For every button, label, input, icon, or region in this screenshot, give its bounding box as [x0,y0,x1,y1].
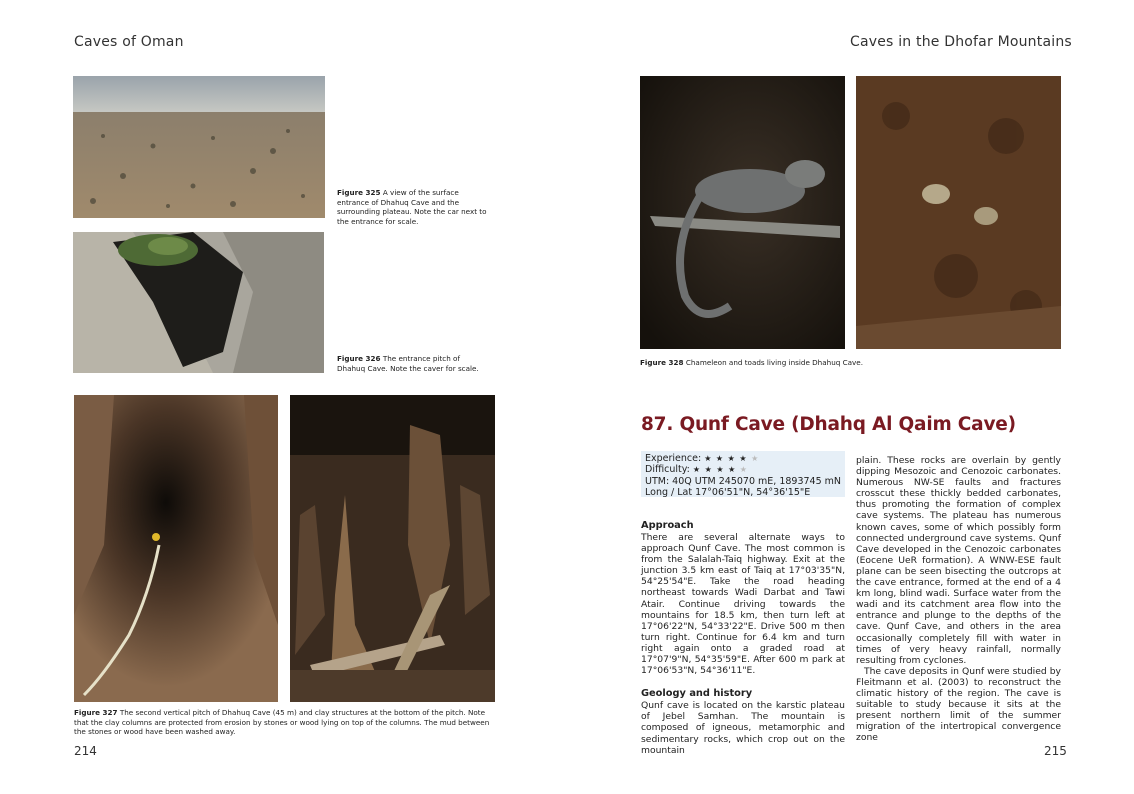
figure-328-caption [640,358,940,368]
cave-info-box [641,451,845,497]
chapter-number: 87. [641,414,674,435]
figure-325-text: A view of the surface entrance of Dhahuq Cave and the surrounding plateau. Note the car next to the entrance for scale. [337,188,487,226]
difficulty-rating-stars: ★ ★ ★ ★ ★ [692,465,748,475]
geology-text-col1: Qunf cave is located on the karstic plateau of Jebel Samhan. The mountain is composed of igneous, metamorphic and sedimentary rocks, which crop out on the mountain [641,700,845,756]
text-column-2 [856,455,1061,743]
figure-325-caption [337,188,487,226]
text-column-1 [641,520,845,756]
figure-326-label: Figure 326 [337,354,381,363]
figure-328-label: Figure 328 [640,358,684,367]
geology-text-col2a: plain. These rocks are overlain by gently dipping Mesozoic and Cenozoic carbonates. Numerous NW-SE faults and fractures crosscut these thickly bedded carbonates, thus promoting the formation of complex cave systems. The plateau has numerous known caves, some of which possibly form connected underground cave systems. Qunf Cave developed in the Cenozoic carbonates (Eocene UeR formation). A WNW-ESE fault plane can be seen bisecting the outcrops at the cave entrance, formed at the end of a 4 km long, blind wadi. Surface water from the wadi and its catchment area flow into the entrance and plunge to the depths of the cave. Qunf Cave, and others in the area occasionally completely fill with water in times of very heavy rainfall, normally resulting from cyclones. [856,455,1061,666]
figure-326-caption [337,354,487,373]
right-folio: 215 [1044,744,1067,758]
approach-text: There are several alternate ways to approach Qunf Cave. The most common is from the Salalah-Taiq highway. Exit at the junction 3.5 km east of Taiq at 17°03'35"N, 54°25'54"E. Take the road heading northeast towards Wadi Darbat and Tawi Atair. Continue driving towards the mountains for 18.5 km, then turn left at 17°06'22"N, 54°33'22"E. Drive 500 m then turn right. Continue for 6.4 km and turn right again onto a graded road at 17°07'9"N, 54°35'59"E. After 600 m park at 17°06'53"N, 54°36'11"E. [641,532,845,677]
left-folio: 214 [74,744,97,758]
utm-coordinates: UTM: 40Q UTM 245070 mE, 1893745 mN [645,475,842,487]
lat-long-coordinates: Long / Lat 17°06'51"N, 54°36'15"E [645,487,811,499]
chapter-title [641,414,1016,435]
approach-heading: Approach [641,520,694,531]
experience-label: Experience: [645,453,702,464]
geology-heading: Geology and history [641,688,753,700]
experience-rating-stars: ★ ★ ★ ★ ★ [704,454,760,463]
figure-327-caption [74,708,496,737]
left-running-head: Caves of Oman [74,34,184,50]
figure-326-text: The entrance pitch of Dhahuq Cave. Note the caver for scale. [337,354,479,373]
figure-328-photo-toads [856,76,1061,349]
figure-327-label: Figure 327 [74,708,118,717]
figure-325-photo [73,76,325,218]
right-running-head: Caves in the Dhofar Mountains [850,34,1072,50]
geology-text-col2b: The cave deposits in Qunf were studied by Fleitmann et al. (2003) to reconstruct the climatic history of the region. The cave is suitable to study because it sits at the present northern limit of the summer migration of the intertropical convergence zone [856,665,1061,744]
figure-326-photo [73,232,324,373]
figure-328-text: Chameleon and toads living inside Dhahuq Cave. [685,358,863,367]
difficulty-label: Difficulty: [645,464,690,476]
figure-327-photo-pitch [74,395,278,702]
figure-327-photo-clay-columns [290,395,495,702]
figure-327-text: The second vertical pitch of Dhahuq Cave (45 m) and clay structures at the bottom of the pitch. Note that the clay columns are protected from erosion by stones or wood lying on top of the columns. The mud between the stones or wood have been washed away. [74,708,490,736]
chapter-name: Qunf Cave (Dhahq Al Qaim Cave) [679,414,1016,435]
figure-328-photo-chameleon [640,76,845,349]
figure-325-label: Figure 325 [337,188,381,197]
